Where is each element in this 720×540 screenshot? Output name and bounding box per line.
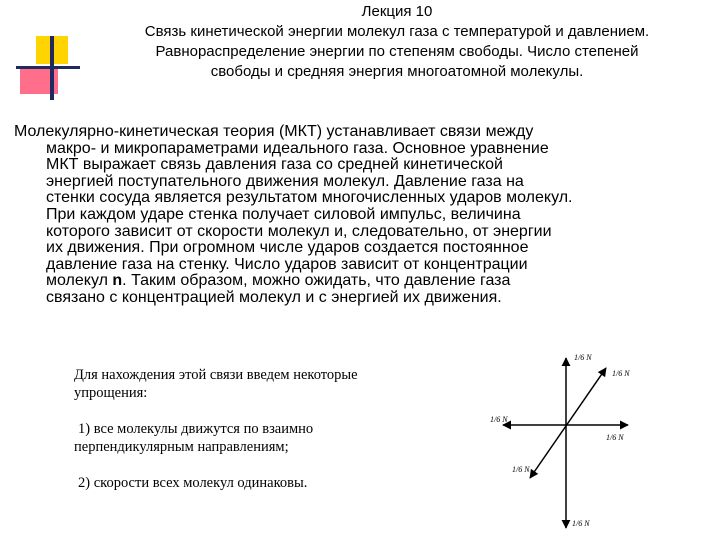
diagonal-arrow — [530, 368, 606, 478]
paragraph-line-5: стенки сосуда является результатом многочисленных ударов молекул. — [46, 189, 573, 207]
paragraph-line-8: их движения. При огромном числе ударов создается постоянное — [46, 239, 529, 257]
title-line-2: Связь кинетической энергии молекул газа с температурой и давлением. — [144, 23, 650, 40]
label-lower-left: 1/6 N — [512, 465, 530, 474]
molecule-directions-diagram — [488, 348, 638, 538]
paragraph-line-9: давление газа на стенку. Число ударов зависит от концентрации — [46, 255, 528, 273]
title-line-3: Равнораспределение энергии по степеням свободы. Число степеней — [155, 43, 639, 60]
paragraph-line-10 — [14, 273, 714, 290]
decor-horizontal-line — [16, 66, 80, 69]
symbol-n: n — [112, 272, 123, 290]
title-line-4: свободы и средняя энергия многоатомной молекулы. — [210, 63, 584, 80]
paragraph-line-1: Молекулярно-кинетическая теория (МКТ) устанавливает связи между — [14, 123, 534, 140]
paragraph-line-7: которого зависит от скорости молекул и, следовательно, от энергии — [46, 222, 552, 240]
main-paragraph — [14, 124, 714, 307]
slide-title — [82, 2, 712, 82]
text-post-n: . Таким образом, можно ожидать, что давление газа — [122, 272, 511, 290]
label-right: 1/6 N — [606, 433, 624, 442]
paragraph-line-4: энергией поступательного движения молекул. Давление газа на — [46, 172, 524, 190]
text-pre-n: молекул — [46, 272, 113, 290]
simplifications-intro — [74, 366, 474, 402]
paragraph-line-6: При каждом ударе стенка получает силовой импульс, величина — [46, 205, 521, 223]
intro-line-1: Для нахождения этой связи введем некоторые — [74, 367, 358, 383]
paragraph-line-2: макро- и микропараметрами идеального газа. Основное уравнение — [46, 139, 549, 157]
label-upper-right: 1/6 N — [612, 369, 630, 378]
intro-line-2: упрощения: — [74, 385, 148, 401]
item1-line-2: перпендикулярным направлениям; — [74, 439, 289, 455]
label-left: 1/6 N — [490, 415, 508, 424]
item1-line-1: 1) все молекулы движутся по взаимно — [78, 421, 314, 437]
simplification-item-1 — [74, 420, 474, 456]
paragraph-line-3: МКТ выражает связь давления газа со средней кинетической — [46, 156, 503, 174]
item2-line: 2) скорости всех молекул одинаковы. — [78, 475, 308, 491]
label-top: 1/6 N — [574, 353, 592, 362]
simplification-item-2 — [74, 474, 474, 492]
title-line-1: Лекция 10 — [361, 3, 433, 20]
paragraph-line-11: связано с концентрацией молекул и с энергией их движения. — [46, 288, 502, 306]
label-bottom: 1/6 N — [572, 519, 590, 528]
